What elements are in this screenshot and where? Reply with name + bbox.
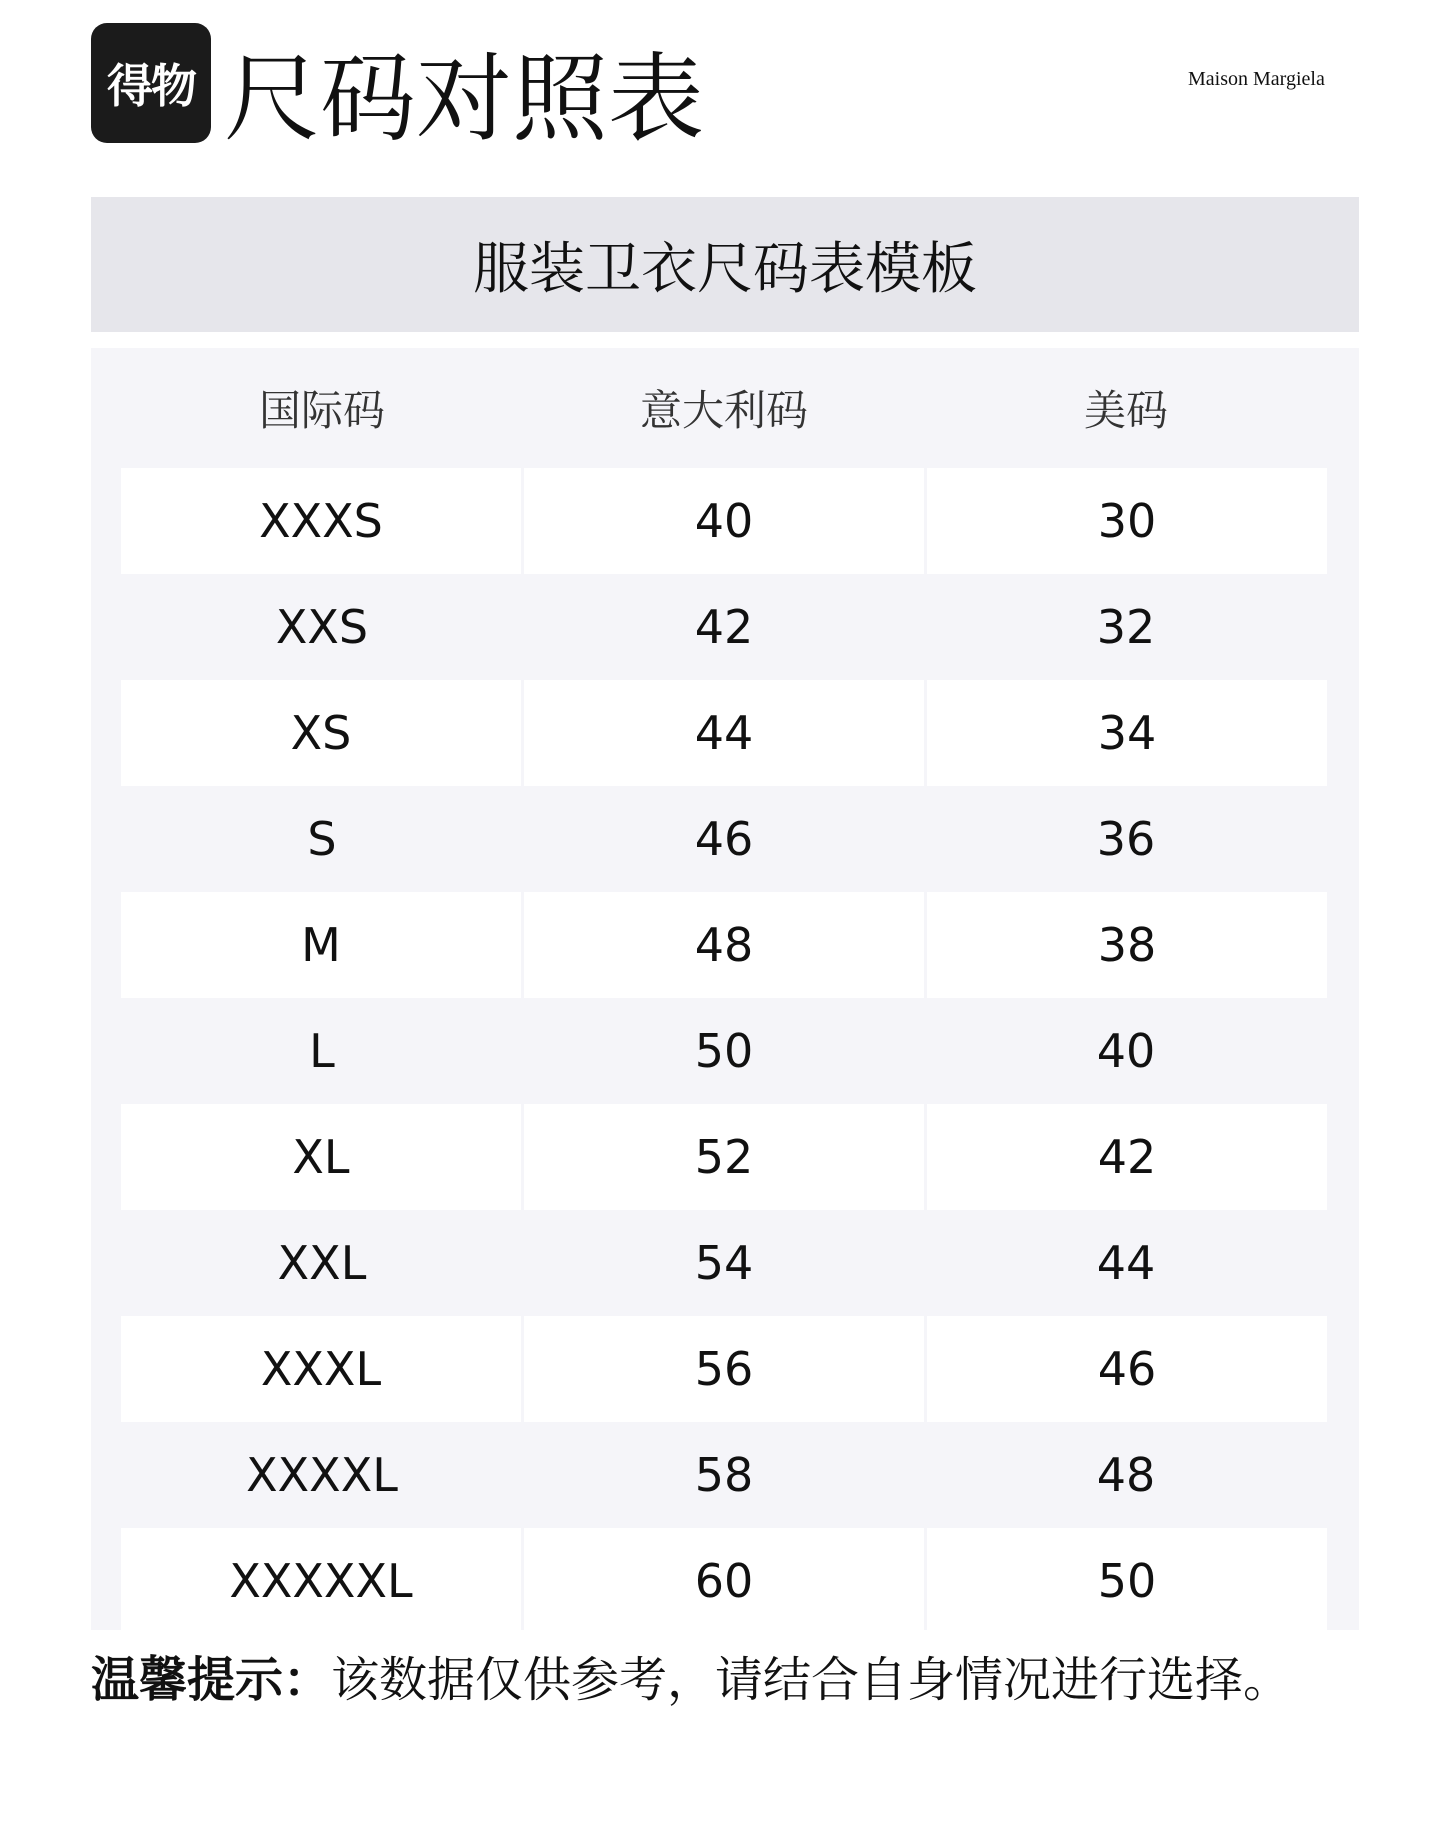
column-header-international: 国际码 [258, 386, 385, 435]
cell-international: XXL [277, 1236, 367, 1290]
tip-label: 温馨提示： [91, 1652, 332, 1708]
cell-international: XL [121, 1104, 521, 1210]
cell-italian: 58 [694, 1448, 754, 1502]
cell-international: L [309, 1024, 335, 1078]
cell-us: 46 [924, 1316, 1327, 1422]
cell-international: XXXS [121, 468, 521, 574]
cell-international: XXXL [121, 1316, 521, 1422]
cell-italian: 50 [694, 1024, 754, 1078]
table-title-bar [91, 197, 1359, 332]
table-row [121, 998, 1327, 1104]
column-header-us: 美码 [1083, 386, 1168, 435]
table-title: 服装卫衣尺码表模板 [473, 236, 977, 302]
table-header-row [121, 348, 1327, 468]
cell-italian: 48 [521, 892, 924, 998]
table-row [121, 1316, 1327, 1422]
table-body [121, 468, 1327, 1630]
logo-text: 得物 [107, 59, 195, 113]
table-row [121, 1422, 1327, 1528]
cell-us: 48 [1096, 1448, 1156, 1502]
cell-international: XXXXXL [121, 1528, 521, 1630]
size-table [91, 348, 1359, 1630]
dewu-logo [91, 23, 211, 143]
table-row [121, 1528, 1327, 1630]
cell-italian: 46 [694, 812, 754, 866]
column-header-italian: 意大利码 [639, 386, 808, 435]
cell-international: XXS [275, 600, 369, 654]
table-row [121, 892, 1327, 998]
cell-us: 38 [924, 892, 1327, 998]
table-row [121, 574, 1327, 680]
cell-italian: 54 [694, 1236, 754, 1290]
cell-international: S [307, 812, 337, 866]
tip-note [91, 1648, 1291, 1712]
cell-us: 44 [1096, 1236, 1156, 1290]
table-row [121, 680, 1327, 786]
cell-italian: 56 [521, 1316, 924, 1422]
cell-italian: 60 [521, 1528, 924, 1630]
cell-us: 30 [924, 468, 1327, 574]
cell-international: XS [121, 680, 521, 786]
table-row [121, 1104, 1327, 1210]
cell-italian: 52 [521, 1104, 924, 1210]
cell-us: 36 [1096, 812, 1156, 866]
page-title: 尺码对照表 [224, 43, 704, 155]
cell-italian: 44 [521, 680, 924, 786]
cell-us: 50 [924, 1528, 1327, 1630]
cell-international: M [121, 892, 521, 998]
cell-us: 34 [924, 680, 1327, 786]
table-row [121, 468, 1327, 574]
cell-international: XXXXL [246, 1448, 398, 1502]
cell-us: 32 [1096, 600, 1156, 654]
cell-italian: 42 [694, 600, 754, 654]
cell-us: 40 [1096, 1024, 1156, 1078]
cell-us: 42 [924, 1104, 1327, 1210]
table-row [121, 786, 1327, 892]
brand-name: Maison Margiela [1188, 68, 1325, 90]
table-row [121, 1210, 1327, 1316]
cell-italian: 40 [521, 468, 924, 574]
tip-text: 该数据仅供参考，请结合自身情况进行选择。 [331, 1652, 1292, 1708]
